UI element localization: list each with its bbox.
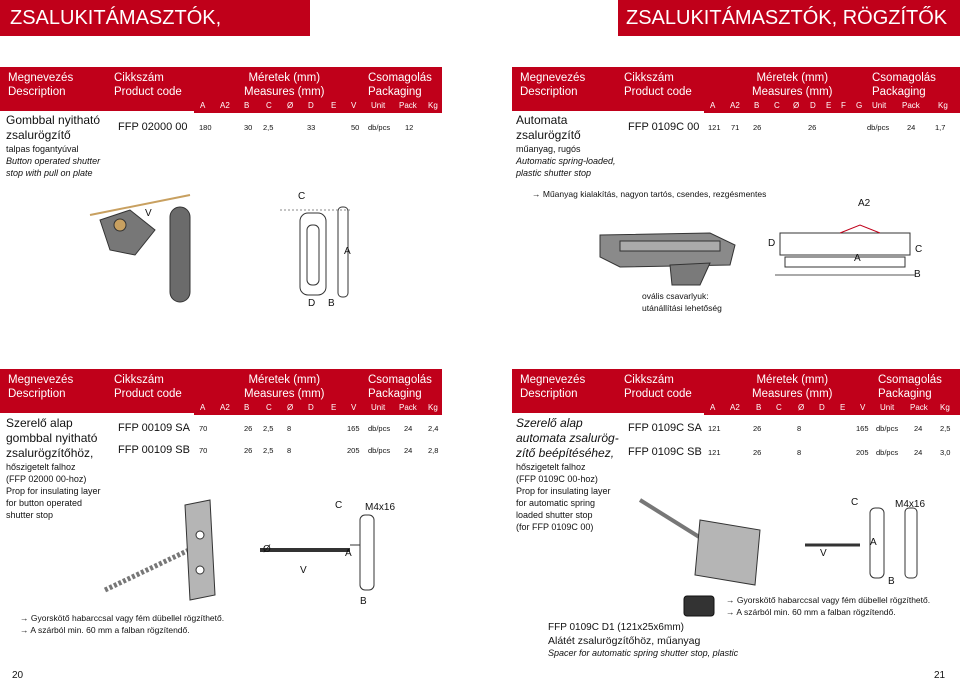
- m4-label-3: M4x16: [365, 502, 396, 513]
- spacer-code: FFP 0109C D1 (121x25x6mm): [548, 622, 684, 633]
- p3-row1-pack: 24: [404, 424, 413, 433]
- p1-V: 50: [351, 123, 360, 132]
- p3-row2-unit: db/pcs: [368, 446, 391, 455]
- p3-row2-V: 205: [347, 446, 360, 455]
- product-desc-4: Szerelő alap automata zsalurög- zítő beépítéséhez, hőszigetelt falhoz (FFP 0109C 00-hoz) Prop for insulating layer for automatic spring loaded shutter stop (for FFP 0109C 00): [516, 416, 619, 532]
- p3-row1-kg: 2,4: [428, 424, 439, 433]
- dim-A2-2: A2: [858, 198, 871, 209]
- p4-row2-V: 205: [856, 448, 869, 457]
- p3-row2-C: 2,5: [263, 446, 274, 455]
- title-left: ZSALUKITÁMASZTÓK, RÖGZÍTŐK: [0, 0, 310, 36]
- p4-row2-O: 8: [797, 448, 802, 457]
- dim-B-2: B: [914, 269, 921, 280]
- auto-shutter-stop-drawing: [560, 205, 940, 315]
- p4-row2-B: 26: [753, 448, 762, 457]
- p1-pack: 12: [405, 123, 414, 132]
- dim-B-3: B: [360, 596, 367, 607]
- p4-notes: → Gyorskötő habarccsal vagy fém dübellel rögzíthető. → A szárból min. 60 mm a falban rögzítendő.: [726, 595, 931, 617]
- dim-V-3: V: [300, 565, 307, 576]
- button-shutter-stop-drawing: [80, 185, 380, 315]
- p4-row2-A: 121: [708, 448, 721, 457]
- dim-V-4: V: [820, 548, 827, 559]
- dim-C-4: C: [851, 497, 859, 508]
- p2-note: → Műanyag kialakítás, nagyon tartós, csendes, rezgésmentes: [532, 189, 767, 199]
- page-number-left: 20: [12, 670, 24, 681]
- column-labels-4: A A2 B C Ø D E V Unit Pack Kg: [704, 401, 960, 415]
- p2-D: 26: [808, 123, 817, 132]
- product-code-1: FFP 02000 00: [118, 121, 188, 133]
- p1-C: 2,5: [263, 123, 274, 132]
- product-desc-3: Szerelő alap gombbal nyitható zsalurögzítőhöz, hőszigetelt falhoz (FFP 02000 00-hoz) Prop for insulating layer for button operated shutter stop: [6, 416, 101, 520]
- p3-notes: → Gyorskötő habarccsal vagy fém dübellel rögzíthető. → A szárból min. 60 mm a falban rögzítendő.: [20, 613, 225, 635]
- table-header-3: Megnevezés Description Cikkszám Product code Méretek (mm) Measures (mm) Csomagolás Packaging: [0, 369, 442, 413]
- p4-row1-V: 165: [856, 424, 869, 433]
- p2-note-oval: ovális csavarlyuk: utánállítási lehetőség: [642, 291, 722, 313]
- p4-row1-pack: 24: [914, 424, 923, 433]
- p2-A2: 71: [731, 123, 740, 132]
- p4-row1-A: 121: [708, 424, 721, 433]
- p3-row1-V: 165: [347, 424, 360, 433]
- p1-D: 33: [307, 123, 316, 132]
- spacer-hu: Alátét zsalurögzítőhöz, műanyag: [548, 635, 701, 647]
- p4-row1-B: 26: [753, 424, 762, 433]
- product-code-2: FFP 0109C 00: [628, 121, 700, 133]
- dim-B-1: B: [328, 298, 335, 309]
- p3-row1-code: FFP 00109 SA: [118, 422, 190, 434]
- dim-B-4: B: [888, 576, 895, 587]
- dim-C-1: C: [298, 191, 306, 202]
- p3-row1-O: 8: [287, 424, 292, 433]
- dim-O-3: Ø: [263, 544, 271, 555]
- spacer-drawing: [680, 592, 720, 622]
- p3-row2-O: 8: [287, 446, 292, 455]
- dim-C-2: C: [915, 244, 923, 255]
- p1-A: 180: [199, 123, 212, 132]
- spacer-en: Spacer for automatic spring shutter stop, plastic: [548, 648, 739, 658]
- p3-row2-pack: 24: [404, 446, 413, 455]
- p2-A: 121: [708, 123, 721, 132]
- p2-B: 26: [753, 123, 762, 132]
- p3-row1-B: 26: [244, 424, 253, 433]
- dim-A-4: A: [870, 537, 877, 548]
- p4-row1-unit: db/pcs: [876, 424, 899, 433]
- p2-kg: 1,7: [935, 123, 946, 132]
- title-right: ZSALUKITÁMASZTÓK, RÖGZÍTŐK: [618, 0, 960, 36]
- p4-row2-unit: db/pcs: [876, 448, 899, 457]
- p2-unit: db/pcs: [867, 123, 890, 132]
- m4-label-4: M4x16: [895, 499, 926, 510]
- p3-row2-B: 26: [244, 446, 253, 455]
- p4-row1-code: FFP 0109C SA: [628, 422, 702, 434]
- p3-row2-kg: 2,8: [428, 446, 439, 455]
- column-labels-3: A A2 B C Ø D E V Unit Pack Kg: [194, 401, 442, 415]
- p4-row1-kg: 2,5: [940, 424, 951, 433]
- p4-row1-O: 8: [797, 424, 802, 433]
- dim-A-2: A: [854, 253, 861, 264]
- dim-A-3: A: [345, 548, 352, 559]
- dim-D-1: D: [308, 298, 316, 309]
- table-header-1: Megnevezés Description Cikkszám Product code Méretek (mm) Measures (mm) Csomagolás Packaging: [0, 67, 442, 111]
- p2-pack: 24: [907, 123, 916, 132]
- dim-V-1: V: [145, 208, 152, 219]
- p3-row2-code: FFP 00109 SB: [118, 444, 190, 456]
- p4-row2-kg: 3,0: [940, 448, 951, 457]
- p4-row2-code: FFP 0109C SB: [628, 446, 702, 458]
- table-header-4: Megnevezés Description Cikkszám Product code Méretek (mm) Measures (mm) Csomagolás Packaging: [512, 369, 960, 413]
- product-desc-1: Gombbal nyitható zsalurögzítő talpas fogantyúval Button operated shutter stop with pull on plate: [6, 113, 101, 178]
- p3-row1-C: 2,5: [263, 424, 274, 433]
- table-header-2: Megnevezés Description Cikkszám Product code Méretek (mm) Measures (mm) Csomagolás Packaging: [512, 67, 960, 111]
- dim-D-2: D: [768, 238, 776, 249]
- page-number-right: 21: [934, 670, 946, 681]
- column-labels-2: A A2 B C Ø D E F G Unit Pack Kg: [704, 99, 960, 113]
- p3-row1-A: 70: [199, 424, 208, 433]
- product-desc-2: Automata zsalurögzítő műanyag, rugós Automatic spring-loaded, plastic shutter stop: [516, 113, 616, 178]
- dim-C-3: C: [335, 500, 343, 511]
- p1-unit: db/pcs: [368, 123, 391, 132]
- p4-row2-pack: 24: [914, 448, 923, 457]
- p1-B: 30: [244, 123, 253, 132]
- dim-A-1: A: [344, 246, 351, 257]
- p3-row2-A: 70: [199, 446, 208, 455]
- column-labels-1: A A2 B C Ø D E V Unit Pack Kg: [194, 99, 442, 113]
- p3-row1-unit: db/pcs: [368, 424, 391, 433]
